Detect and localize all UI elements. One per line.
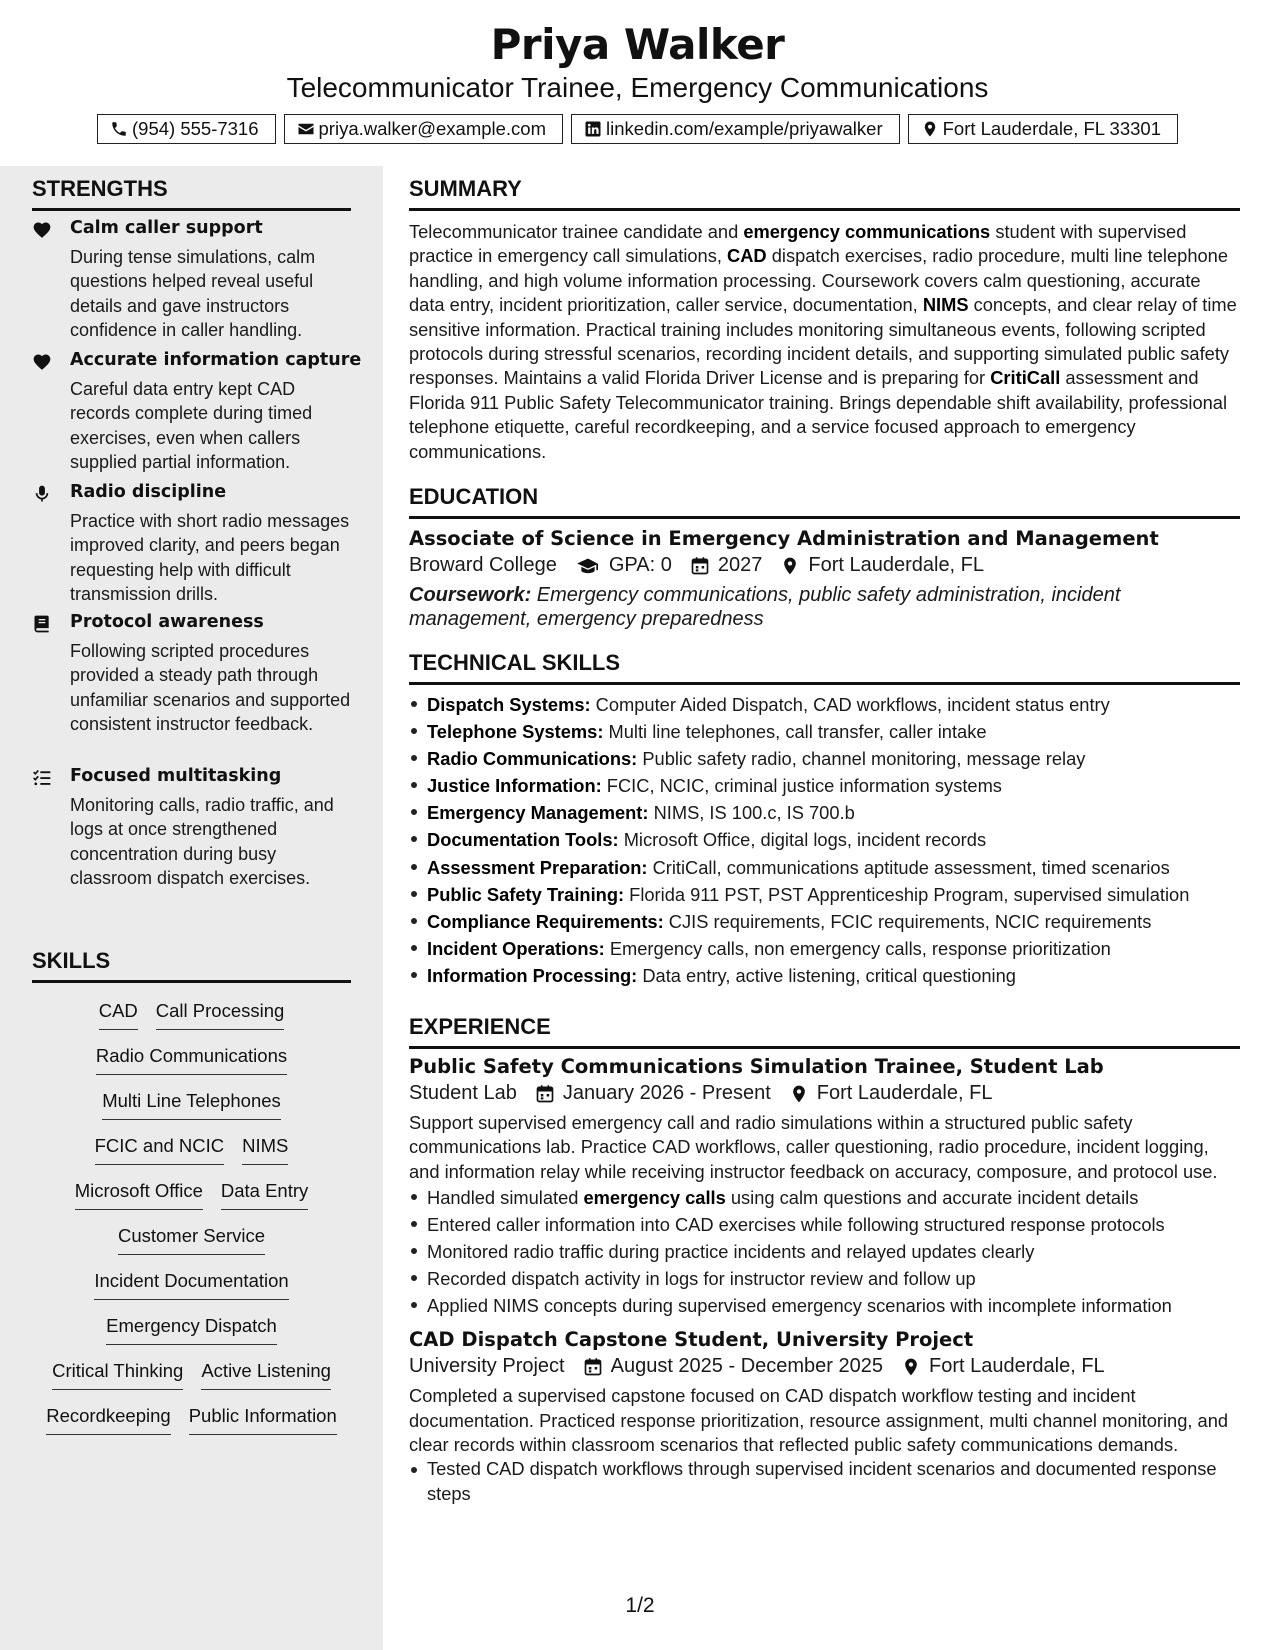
strength-name: Accurate information capture <box>70 350 362 370</box>
list-item: Handled simulated emergency calls using calm questions and accurate incident details <box>409 1184 1240 1211</box>
contact-linkedin[interactable] <box>571 114 900 144</box>
skill-tag: FCIC and NCIC <box>95 1135 225 1165</box>
experience-heading: EXPERIENCE <box>409 1014 1240 1049</box>
skill-tag: Emergency Dispatch <box>106 1315 277 1345</box>
skill-tag: Multi Line Telephones <box>102 1090 281 1120</box>
resume-header <box>0 0 1275 166</box>
technical-skills-section <box>409 650 1240 989</box>
list-item: Entered caller information into CAD exercises while following structured response protocols <box>409 1211 1240 1238</box>
list-item: Information Processing: Data entry, active listening, critical questioning <box>409 962 1240 989</box>
calendar-icon <box>535 1084 555 1104</box>
skill-tag: Active Listening <box>201 1360 331 1390</box>
job-meta <box>409 1082 1240 1105</box>
calendar-icon <box>583 1357 603 1377</box>
gpa: GPA: 0 <box>608 554 672 576</box>
skill-tag: NIMS <box>242 1135 288 1165</box>
list-item: Justice Information: FCIC, NCIC, criminal justice information systems <box>409 772 1240 799</box>
contact-phone[interactable] <box>97 114 276 144</box>
coursework: Coursework: Emergency communications, public safety administration, incident management, emergency preparedness <box>409 584 1121 631</box>
heart-icon <box>32 220 54 240</box>
contact-bar <box>0 114 1275 144</box>
summary-section <box>409 176 1240 464</box>
strength-description: Practice with short radio messages improved clarity, and peers began requesting help with difficult transmission drills. <box>70 511 350 604</box>
linkedin-text: linkedin.com/example/priyawalker <box>606 118 883 139</box>
skill-tag: Public Information <box>189 1405 337 1435</box>
strength-name: Protocol awareness <box>70 612 264 632</box>
graduation-year: 2027 <box>717 554 763 576</box>
strength-name: Focused multitasking <box>70 766 282 786</box>
strengths-heading: STRENGTHS <box>32 176 351 211</box>
job-title: Public Safety Communications Simulation Trainee, Student Lab <box>409 1055 1104 1078</box>
strength-description: Following scripted procedures provided a steady path through unfamiliar scenarios and supported consistent instructor feedback. <box>70 641 351 734</box>
list-item: Applied NIMS concepts during supervised emergency scenarios with incomplete information <box>409 1292 1240 1319</box>
list-item: Public Safety Training: Florida 911 PST, PST Apprenticeship Program, supervised simulation <box>409 881 1240 908</box>
education-heading: EDUCATION <box>409 484 1240 519</box>
skill-tag: Customer Service <box>118 1225 265 1255</box>
linkedin-icon <box>584 120 602 138</box>
heart-icon <box>32 352 54 372</box>
map-pin-icon <box>921 120 939 138</box>
job-title: CAD Dispatch Capstone Student, University Project <box>409 1328 974 1352</box>
school-name: Broward College <box>409 554 557 576</box>
skill-tag: Call Processing <box>156 1000 285 1030</box>
summary-text: Telecommunicator trainee candidate and emergency communications student with supervised practice in emergency call simulations, CAD dispatch exercises, radio procedure, multi line telephone handling, and high volume information processing. Coursework covers calm questioning, accurate data entry, incident prioritization, caller service, documentation, NIMS concepts, and clear relay of time sensitive information. Practical training includes monitoring simultaneous events, following scripted protocols during stressful scenarios, recording incident details, and supporting simulated public safety responses. Maintains a valid Florida Driver License and is preparing for CritiCall assessment and Florida 911 Public Safety Telecommunicator training. Brings dependable shift availability, professional telephone etiquette, careful recordkeeping, and a service focused approach to emergency communications. <box>409 221 1237 462</box>
contact-email[interactable] <box>284 114 564 144</box>
map-pin-icon <box>901 1357 921 1377</box>
skills-heading: SKILLS <box>32 948 351 983</box>
location-text: Fort Lauderdale, FL 33301 <box>942 118 1161 139</box>
graduation-cap-icon <box>575 556 601 576</box>
skill-tag: Data Entry <box>221 1180 308 1210</box>
organization: University Project <box>409 1355 565 1378</box>
experience-entry <box>409 1055 1240 1319</box>
job-location: Fort Lauderdale, FL <box>929 1355 1105 1378</box>
calendar-icon <box>690 556 710 576</box>
list-check-icon <box>32 768 54 788</box>
degree-title: Associate of Science in Emergency Administration and Management <box>409 527 1159 550</box>
technical-skills-list <box>409 691 1240 989</box>
education-section <box>409 484 1240 632</box>
strength-description: Monitoring calls, radio traffic, and logs at once strengthened concentration during busy classroom dispatch exercises. <box>70 795 334 888</box>
map-pin-icon <box>789 1084 809 1104</box>
technical-skills-heading: TECHNICAL SKILLS <box>409 650 1240 685</box>
list-item: Dispatch Systems: Computer Aided Dispatch, CAD workflows, incident status entry <box>409 691 1240 718</box>
experience-entry <box>409 1328 1240 1506</box>
skill-tag: Microsoft Office <box>75 1180 203 1210</box>
school-location: Fort Lauderdale, FL <box>808 554 985 576</box>
phone-icon <box>110 120 128 138</box>
skill-tag: Radio Communications <box>96 1045 287 1075</box>
page-number: 1/2 <box>625 1594 655 1617</box>
list-item: Emergency Management: NIMS, IS 100.c, IS 700.b <box>409 799 1240 826</box>
skill-tag: CAD <box>99 1000 138 1030</box>
book-icon <box>32 614 54 634</box>
job-meta <box>409 1355 1240 1378</box>
job-dates: January 2026 - Present <box>562 1082 771 1104</box>
list-item: Monitored radio traffic during practice incidents and relayed updates clearly <box>409 1238 1240 1265</box>
map-pin-icon <box>780 556 800 576</box>
list-item: Compliance Requirements: CJIS requirements, FCIC requirements, NCIC requirements <box>409 908 1240 935</box>
skill-tag: Critical Thinking <box>52 1360 183 1390</box>
list-item: Incident Operations: Emergency calls, non emergency calls, response prioritization <box>409 935 1240 962</box>
list-item: Tested CAD dispatch workflows through supervised incident scenarios and documented response steps <box>409 1457 1240 1506</box>
education-meta <box>409 554 1240 577</box>
job-description: Support supervised emergency call and radio simulations within a structured public safety communications lab. Practice CAD workflows, caller questioning, radio procedure, incident logging, and information relay while receiving instructor feedback on accuracy, composure, and protocol use. <box>409 1112 1218 1182</box>
list-item: Telephone Systems: Multi line telephones, call transfer, caller intake <box>409 718 1240 745</box>
skill-tag: Incident Documentation <box>94 1270 288 1300</box>
skill-tag: Recordkeeping <box>46 1405 170 1435</box>
job-location: Fort Lauderdale, FL <box>816 1082 993 1104</box>
list-item: Recorded dispatch activity in logs for instructor review and follow up <box>409 1265 1240 1292</box>
list-item: Radio Communications: Public safety radio, channel monitoring, message relay <box>409 745 1240 772</box>
email-text: priya.walker@example.com <box>318 118 547 139</box>
experience-section <box>409 1014 1240 1506</box>
sidebar <box>0 166 383 1650</box>
job-description: Completed a supervised capstone focused on CAD dispatch workflow testing and incident documentation. Practiced response prioritization, resource assignment, multi channel monitoring, and clear records within classroom scenarios that reflected public safety communications demands. <box>409 1385 1229 1456</box>
list-item: Documentation Tools: Microsoft Office, digital logs, incident records <box>409 826 1240 853</box>
microphone-icon <box>32 484 54 504</box>
contact-location[interactable] <box>908 114 1178 144</box>
job-dates: August 2025 - December 2025 <box>610 1355 884 1378</box>
list-item: Assessment Preparation: CritiCall, communications aptitude assessment, timed scenarios <box>409 854 1240 881</box>
strength-name: Radio discipline <box>70 482 227 502</box>
candidate-title: Telecommunicator Trainee, Emergency Communications <box>286 72 989 103</box>
skills-list <box>32 1000 351 1450</box>
strength-description: Careful data entry kept CAD records complete during timed exercises, even when callers supplied partial information. <box>70 379 313 472</box>
organization: Student Lab <box>409 1082 517 1104</box>
candidate-name: Priya Walker <box>490 20 785 69</box>
phone-text: (954) 555-7316 <box>132 118 259 139</box>
strength-description: During tense simulations, calm questions helped reveal useful details and gave instructors confidence in caller handling. <box>70 247 316 340</box>
job-bullets <box>409 1184 1240 1319</box>
summary-heading: SUMMARY <box>409 176 1240 211</box>
job-bullets <box>409 1457 1240 1506</box>
strength-name: Calm caller support <box>70 218 263 238</box>
envelope-icon <box>297 120 315 138</box>
